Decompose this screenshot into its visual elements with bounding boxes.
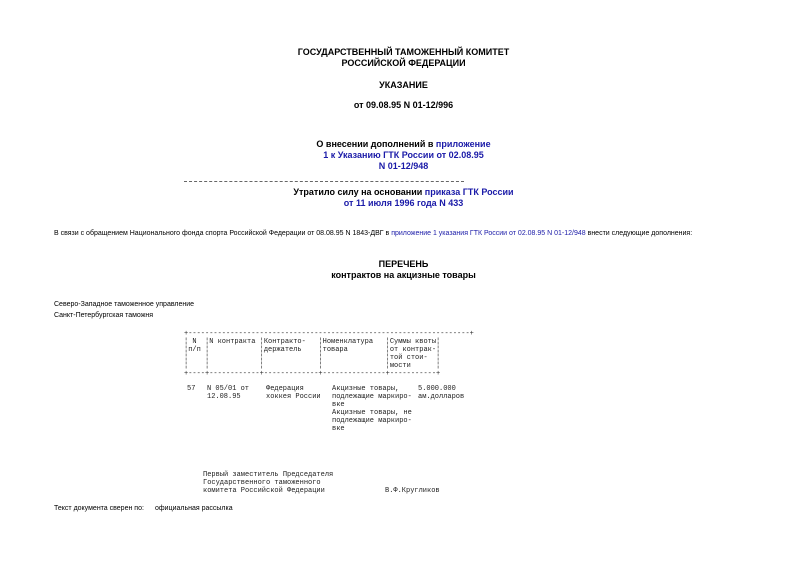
divider [184,181,464,182]
org-name-line2: РОССИЙСКОЙ ФЕДЕРАЦИИ [341,58,466,68]
table-header-row: ¦п/п ¦ ¦держатель ¦товара ¦от контрак-¦ [184,346,441,354]
doc-date-number: от 09.08.95 N 01-12/996 [353,100,454,110]
intro-link[interactable]: приложение 1 указания ГТК России от 02.08.95 N 01-12/948 [391,230,586,237]
table-row-goods: Акцизные товары, [332,385,400,393]
region-line2: Санкт-Петербургская таможня [54,312,154,319]
region-line1: Северо-Западное таможенное управление [54,301,195,308]
list-title-line1: ПЕРЕЧЕНЬ [378,259,429,269]
table-row-holder: хоккея России [266,393,321,401]
list-title-line2: контрактов на акцизные товары [331,270,476,280]
signature-line2: Государственного таможенного [203,479,321,487]
table-header-row: ¦ N ¦N контракта ¦Контракто- ¦Номенклатура ¦Суммы квоты¦ [184,338,441,346]
subject-line1 [0,139,807,150]
table-row-goods: подлежащие маркиро- [332,417,412,425]
footer-label: Текст документа сверен по: [54,505,144,512]
table-row-sum: 5.000.000 [418,385,456,393]
status-line1 [0,187,807,198]
table-row-goods: вке [332,401,345,409]
table-header-row: ¦ ¦ ¦ ¦ ¦мости ¦ [184,362,441,370]
signature-name: В.Ф.Кругликов [385,487,440,495]
intro-after: внести следующие дополнения: [585,230,693,237]
subject-link-line3[interactable]: N 01-12/948 [378,161,429,171]
table-row-holder: Федерация [266,385,304,393]
status-link-line2[interactable]: от 11 июля 1996 года N 433 [343,198,464,208]
table-row-num: 57 [187,385,196,393]
subject-link-line2[interactable]: 1 к Указанию ГТК России от 02.08.95 [323,150,484,160]
table-border-top: +-------------------------------------------------------------------+ [184,330,474,338]
doc-type: УКАЗАНИЕ [379,80,428,90]
intro-before: В связи с обращением Национального фонда спорта Российской Федерации от 08.08.95 N 1843-ДВГ в [54,230,392,237]
status-prefix: Утратило силу на основании [293,187,425,197]
table-row-contract: 12.08.95 [207,393,241,401]
table-row-goods: подлежащие маркиро- [332,393,412,401]
intro-paragraph [54,229,692,238]
table-row-goods: Акцизные товары, не [332,409,412,417]
org-name-line1: ГОСУДАРСТВЕННЫЙ ТАМОЖЕННЫЙ КОМИТЕТ [297,47,510,57]
table-row-contract: N 05/01 от [207,385,250,393]
signature-line3: комитета Российской Федерации [203,487,325,495]
table-row-goods: вке [332,425,345,433]
subject-prefix: О внесении дополнений в [316,139,436,149]
table-row-sum: ам.долларов [418,393,465,401]
table-header-row: ¦ ¦ ¦ ¦ ¦той стои- ¦ [184,354,441,362]
status-link-order[interactable]: приказа ГТК России [424,187,514,197]
footer-value: официальная рассылка [155,505,233,512]
table-border-mid: +----+------------+-------------+---------------+-----------+ [184,370,441,378]
signature-line1: Первый заместитель Председателя [203,471,334,479]
subject-link-appendix[interactable]: приложение [435,139,491,149]
